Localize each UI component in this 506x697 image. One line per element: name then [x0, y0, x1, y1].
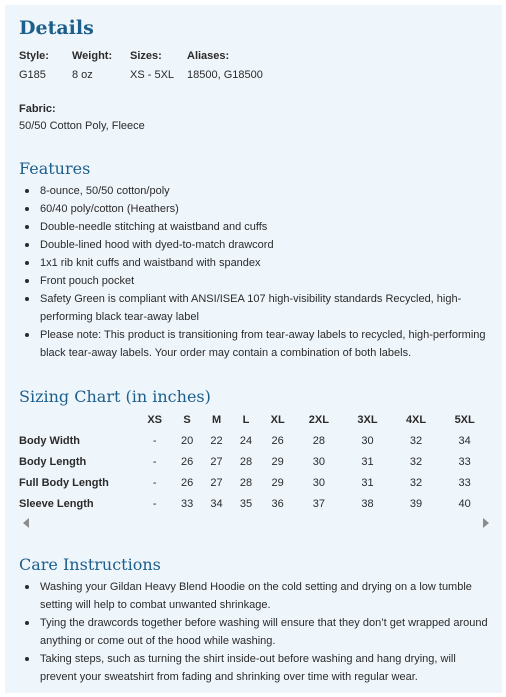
- style-value: G185: [19, 69, 46, 81]
- measurement-value: -: [152, 497, 157, 510]
- aliases-label: Aliases:: [187, 50, 230, 62]
- measurement-value: 28: [239, 476, 253, 489]
- features-list: [19, 182, 489, 362]
- sizing-table: [19, 410, 489, 514]
- measurement-value: -: [152, 455, 157, 468]
- list-item: Double-needle stitching at waistband and cuffs: [19, 218, 489, 236]
- list-item: Double-lined hood with dyed-to-match drawcord: [19, 236, 489, 254]
- measurement-value: 28: [239, 455, 253, 468]
- measurement-value: 30: [361, 434, 374, 447]
- measurement-value: 37: [312, 497, 325, 510]
- list-item: 1x1 rib knit cuffs and waistband with spandex: [19, 254, 489, 272]
- list-item: Front pouch pocket: [19, 272, 489, 290]
- measurement-value: 34: [210, 497, 223, 510]
- measurement-value: 26: [180, 476, 194, 489]
- list-item: 8-ounce, 50/50 cotton/poly: [19, 182, 489, 200]
- measurement-value: 27: [210, 455, 223, 468]
- measurement-value: 36: [271, 497, 284, 510]
- aliases-value: 18500, G18500: [187, 69, 263, 81]
- measurement-value: 30: [312, 455, 325, 468]
- measurement-value: 27: [210, 476, 223, 489]
- measurement-value: 32: [409, 476, 423, 489]
- size-column-header: 4XL: [405, 414, 427, 426]
- measurement-label: Body Width: [19, 434, 80, 447]
- measurement-label: Body Length: [19, 455, 87, 468]
- size-column-header: S: [183, 414, 191, 426]
- measurement-value: 22: [210, 434, 223, 447]
- weight-value: 8 oz: [72, 69, 93, 81]
- size-column-header: 2XL: [308, 414, 329, 426]
- weight-label: Weight:: [72, 50, 113, 62]
- measurement-value: 30: [312, 476, 325, 489]
- measurement-value: 32: [409, 455, 423, 468]
- care-instructions-list: [19, 578, 489, 686]
- sizes-label: Sizes:: [130, 50, 162, 62]
- sizes-value: XS - 5XL: [130, 69, 175, 81]
- measurement-value: 31: [361, 476, 374, 489]
- table-row: [19, 430, 489, 451]
- measurement-value: 38: [361, 497, 374, 510]
- triangle-left-icon[interactable]: [23, 518, 29, 528]
- size-column-header: 3XL: [357, 414, 378, 426]
- measurement-value: 33: [180, 497, 194, 510]
- measurement-value: 39: [409, 497, 423, 510]
- measurement-value: -: [152, 476, 157, 489]
- list-item: Washing your Gildan Heavy Blend Hoodie on the cold setting and drying on a low tumble setting will help to combat unwanted shrinkage.: [19, 578, 489, 614]
- list-item: Safety Green is compliant with ANSI/ISEA 107 high-visibility standards Recycled, high-performing black tear-away label: [19, 290, 489, 326]
- size-column-header: 5XL: [454, 414, 475, 426]
- sizing-corner-cell: [19, 410, 137, 430]
- measurement-value: 34: [458, 434, 471, 447]
- fabric-value: 50/50 Cotton Poly, Fleece: [19, 120, 145, 132]
- list-item: Please note: This product is transitioning from tear-away labels to recycled, high-performing black tear-away labels. Your order may contain a combination of both labels.: [19, 326, 489, 362]
- details-heading: Details: [19, 17, 94, 39]
- measurement-value: 26: [180, 455, 194, 468]
- measurement-value: 29: [271, 455, 284, 468]
- table-row: [19, 493, 489, 514]
- measurement-value: 33: [458, 476, 471, 489]
- details-panel: [5, 5, 502, 693]
- measurement-value: 33: [458, 455, 471, 468]
- measurement-value: 40: [458, 497, 471, 510]
- care-instructions-heading: Care Instructions: [19, 555, 161, 574]
- measurement-value: -: [152, 434, 157, 447]
- sizing-chart-heading: Sizing Chart (in inches): [19, 387, 211, 406]
- measurement-value: 31: [361, 455, 374, 468]
- measurement-value: 28: [312, 434, 325, 447]
- measurement-value: 20: [180, 434, 194, 447]
- measurement-value: 24: [239, 434, 253, 447]
- size-column-header: M: [211, 414, 222, 426]
- measurement-label: Full Body Length: [19, 476, 109, 489]
- list-item: Taking steps, such as turning the shirt inside-out before washing and hang drying, will prevent your sweatshirt from fading and shrinking over time with regular wear.: [19, 650, 489, 686]
- style-label: Style:: [19, 50, 49, 62]
- features-heading: Features: [19, 159, 91, 178]
- measurement-label: Sleeve Length: [19, 497, 94, 510]
- fabric-label: Fabric:: [19, 103, 56, 115]
- size-column-header: XL: [270, 414, 285, 426]
- triangle-right-icon[interactable]: [483, 518, 489, 528]
- sizing-header-row: [19, 410, 489, 430]
- table-row: [19, 451, 489, 472]
- measurement-value: 32: [409, 434, 423, 447]
- measurement-value: 26: [271, 434, 284, 447]
- list-item: Tying the drawcords together before washing will ensure that they don’t get wrapped around anything or come out of the hood while washing.: [19, 614, 489, 650]
- measurement-value: 35: [239, 497, 253, 510]
- measurement-value: 29: [271, 476, 284, 489]
- size-column-header: XS: [147, 414, 163, 426]
- table-row: [19, 472, 489, 493]
- size-column-header: L: [242, 414, 250, 426]
- list-item: 60/40 poly/cotton (Heathers): [19, 200, 489, 218]
